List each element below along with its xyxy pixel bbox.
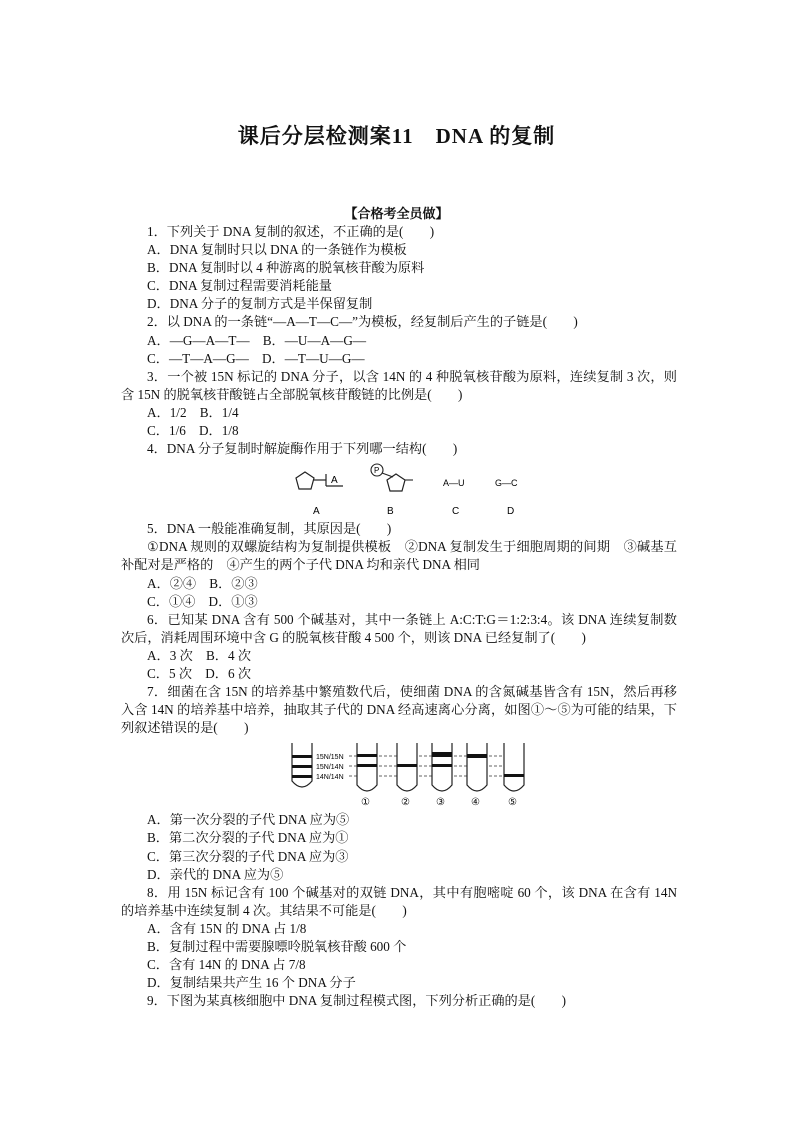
figure-b-phosphate-tag: P xyxy=(374,466,380,476)
tube-label-3: ③ xyxy=(436,797,445,808)
figure-b-nucleotide xyxy=(371,464,413,491)
question-4-stem: 4．DNA 分子复制时解旋酶作用于下列哪一结构( ) xyxy=(147,441,458,457)
structure-diagram xyxy=(121,462,677,520)
question-2-options-ab: A．—G—A—T— B．—U—A—G— xyxy=(147,332,367,348)
question-8-option-b: B．复制过程中需要腺嘌呤脱氧核苷酸 600 个 xyxy=(147,939,407,954)
tube-3 xyxy=(432,743,452,791)
reference-tube xyxy=(292,743,312,787)
question-1-option-c: C．DNA 复制过程需要消耗能量 xyxy=(147,278,332,294)
question-5-options-cd: C．①④ D．①③ xyxy=(147,593,258,609)
question-list xyxy=(121,223,677,1010)
figure-d-pair: G—C xyxy=(495,478,518,489)
figure-label-a: A xyxy=(313,506,320,518)
figure-label-d: D xyxy=(507,506,515,518)
question-5-options-ab: A．②④ B．②③ xyxy=(147,575,258,591)
figure-a-nucleotide xyxy=(296,472,343,489)
figure-c-pair: A—U xyxy=(443,478,465,489)
tube-4 xyxy=(467,743,487,791)
question-6-stem: 6．已知某 DNA 含有 500 个碱基对，其中一条链上 A:C:T:G＝1:2:3:4。该 DNA 连续复制数次后，消耗周围环境中含 G 的脱氧核苷酸 4 500 个，则该 DNA 已经复制了( ) xyxy=(121,611,677,645)
question-3-stem: 3．一个被 15N 标记的 DNA 分子，以含 14N 的 4 种脱氧核苷酸为原料，连续复制 3 次，则含 15N 的脱氧核苷酸链占全部脱氧核苷酸链的比例是( ) xyxy=(121,368,677,402)
question-5-statements: ①DNA 规则的双螺旋结构为复制提供模板 ②DNA 复制发生于细胞周期的间期 ③碱基互补配对是严格的 ④产生的两个子代 DNA 均和亲代 DNA 相同 xyxy=(121,539,677,573)
tube-label-5: ⑤ xyxy=(508,797,517,808)
question-8-stem: 8．用 15N 标记含有 100 个碱基对的双链 DNA，其中有胞嘧啶 60 个，该 DNA 在含有 14N 的培养基中连续复制 4 次。其结果不可能是( ) xyxy=(121,884,677,918)
tube-label-2: ② xyxy=(401,797,410,808)
section-heading: 【合格考全员做】 xyxy=(344,206,449,221)
question-6-options-ab: A．3 次 B．4 次 xyxy=(147,647,252,663)
question-1-option-b: B．DNA 复制时以 4 种游离的脱氧核苷酸为原料 xyxy=(147,260,425,276)
tube-5 xyxy=(504,743,524,791)
centrifuge-tubes-diagram xyxy=(121,741,677,807)
tube-2 xyxy=(397,743,417,791)
band-label-hybrid: 15N/14N xyxy=(316,764,344,772)
figure-a-base-tag: A xyxy=(331,475,338,487)
question-7-option-b: B．第二次分裂的子代 DNA 应为① xyxy=(147,830,349,846)
question-8-option-c: C．含有 14N 的 DNA 占 7/8 xyxy=(147,957,306,973)
page-title: 课后分层检测案11 DNA 的复制 xyxy=(237,124,556,148)
question-4-figure xyxy=(121,462,677,520)
question-1-option-a: A．DNA 复制时只以 DNA 的一条链作为模板 xyxy=(147,242,407,258)
band-label-heavy: 15N/15N xyxy=(316,754,344,762)
figure-label-b: B xyxy=(387,506,394,518)
tube-label-1: ① xyxy=(361,797,370,808)
question-3-options-ab: A．1/2 B．1/4 xyxy=(147,404,239,420)
question-8-option-a: A．含有 15N 的 DNA 占 1/8 xyxy=(147,920,307,936)
question-7-option-a: A．第一次分裂的子代 DNA 应为⑤ xyxy=(147,812,350,828)
question-8-option-d: D．复制结果共产生 16 个 DNA 分子 xyxy=(147,975,356,991)
tube-label-4: ④ xyxy=(471,797,480,808)
tube-1 xyxy=(357,743,377,791)
question-7-option-c: C．第三次分裂的子代 DNA 应为③ xyxy=(147,848,349,864)
question-5-stem: 5．DNA 一般能准确复制，其原因是( ) xyxy=(147,521,392,537)
question-2-stem: 2．以 DNA 的一条链“—A—T—C—”为模板，经复制后产生的子链是( ) xyxy=(147,314,578,330)
figure-label-c: C xyxy=(452,506,460,518)
question-2-options-cd: C．—T—A—G— D．—T—U—G— xyxy=(147,350,365,366)
question-1-stem: 1．下列关于 DNA 复制的叙述，不正确的是( ) xyxy=(147,224,435,239)
question-6-options-cd: C．5 次 D．6 次 xyxy=(147,665,252,681)
question-3-options-cd: C．1/6 D．1/8 xyxy=(147,423,239,439)
question-7-figure xyxy=(121,741,677,807)
question-7-option-d: D．亲代的 DNA 应为⑤ xyxy=(147,866,284,882)
question-9-stem: 9．下图为某真核细胞中 DNA 复制过程模式图，下列分析正确的是( ) xyxy=(147,993,567,1009)
question-1-option-d: D．DNA 分子的复制方式是半保留复制 xyxy=(147,296,373,312)
band-label-light: 14N/14N xyxy=(316,774,344,782)
question-7-stem: 7．细菌在含 15N 的培养基中繁殖数代后，使细菌 DNA 的含氮碱基皆含有 15N，然后再移入含 14N 的培养基中培养，抽取其子代的 DNA 经高速离心分离，如图①～⑤为可能的结果，下列叙述错误的是( ) xyxy=(121,684,677,736)
